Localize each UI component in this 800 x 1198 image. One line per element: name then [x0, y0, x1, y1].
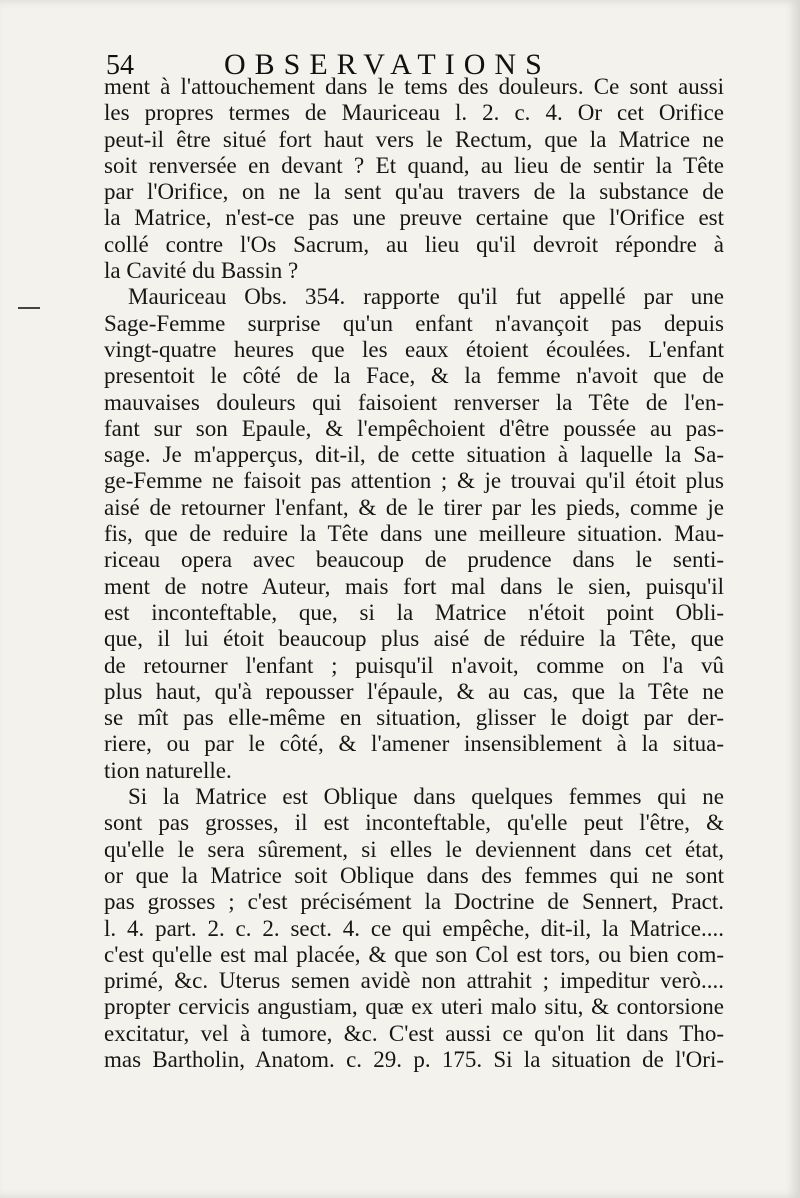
text-line: Mauriceau Obs. 354. rapporte qu'il fut appellé par une: [128, 284, 724, 310]
text-line: primé, &c. Uterus semen avidè non attrahit ; impeditur verò....: [104, 968, 724, 994]
text-line: pas grosses ; c'est précisément la Doctrine de Sennert, Pract.: [104, 889, 724, 915]
text-line: de retourner l'enfant ; puisqu'il n'avoit, comme on l'a vû: [104, 652, 724, 678]
text-line: la Matrice, n'est-ce pas une preuve certaine que l'Orifice est: [104, 205, 724, 231]
text-line: propter cervicis angustiam, quæ ex uteri malo situ, & contorsione: [104, 994, 724, 1020]
text-line: que, il lui étoit beaucoup plus aisé de réduire la Tête, que: [104, 626, 724, 652]
text-line: Si la Matrice est Oblique dans quelques femmes qui ne: [128, 784, 724, 810]
text-line: ment de notre Auteur, mais fort mal dans le sien, puisqu'il: [104, 573, 724, 599]
text-line: ge-Femme ne faisoit pas attention ; & je trouvai qu'il étoit plus: [104, 468, 724, 494]
text-line: la Cavité du Bassin ?: [104, 258, 299, 284]
text-line: les propres termes de Mauriceau l. 2. c. 4. Or cet Orifice: [104, 100, 724, 126]
text-line: peut-il être situé fort haut vers le Rectum, que la Matrice ne: [104, 126, 724, 152]
text-line: qu'elle le sera sûrement, si elles le deviennent dans cet état,: [104, 836, 724, 862]
paragraph-3: [104, 784, 724, 1073]
text-line: fis, que de reduire la Tête dans une meilleure situation. Mau-: [104, 521, 724, 547]
text-line: c'est qu'elle est mal placée, & que son Col est tors, ou bien com-: [104, 941, 724, 967]
text-line: l. 4. part. 2. c. 2. sect. 4. ce qui empêche, dit-il, la Matrice....: [104, 915, 724, 941]
text-line: mas Bartholin, Anatom. c. 29. p. 175. Si la situation de l'Ori-: [104, 1046, 724, 1072]
text-line: tion naturelle.: [104, 757, 232, 783]
text-line: riere, ou par le côté, & l'amener insensiblement à la situa-: [104, 731, 724, 757]
margin-mark: [18, 307, 40, 309]
text-line: riceau opera avec beaucoup de prudence dans le senti-: [104, 547, 724, 573]
text-line: se mît pas elle-même en situation, glisser le doigt par der-: [104, 705, 724, 731]
text-line: excitatur, vel à tumore, &c. C'est aussi ce qu'on lit dans Tho-: [104, 1020, 724, 1046]
text-line: presentoit le côté de la Face, & la femme n'avoit que de: [104, 363, 724, 389]
text-line: soit renversée en devant ? Et quand, au lieu de sentir la Tête: [104, 152, 724, 178]
body-text: [104, 74, 724, 1073]
paragraph-1: [104, 74, 724, 284]
text-line: sont pas grosses, il est inconteftable, qu'elle peut l'être, &: [104, 810, 724, 836]
text-line: vingt-quatre heures que les eaux étoient écoulées. L'enfant: [104, 336, 724, 362]
running-title: OBSERVATIONS: [224, 48, 551, 81]
text-line: fant sur son Epaule, & l'empêchoient d'être poussée au pas-: [104, 415, 724, 441]
text-line: or que la Matrice soit Oblique dans des femmes qui ne sont: [104, 862, 724, 888]
paragraph-2: [104, 284, 724, 784]
text-line: sage. Je m'apperçus, dit-il, de cette situation à laquelle la Sa-: [104, 442, 724, 468]
text-line: ment à l'attouchement dans le tems des douleurs. Ce sont aussi: [104, 74, 724, 99]
text-line: aisé de retourner l'enfant, & de le tirer par les pieds, comme je: [104, 494, 724, 520]
text-line: par l'Orifice, on ne la sent qu'au travers de la substance de: [104, 179, 724, 205]
text-line: mauvaises douleurs qui faisoient renverser la Tête de l'en-: [104, 389, 724, 415]
text-line: est inconteftable, que, si la Matrice n'étoit point Obli-: [104, 599, 724, 625]
page-number: 54: [106, 50, 134, 81]
text-line: plus haut, qu'à repousser l'épaule, & au cas, que la Tête ne: [104, 678, 724, 704]
text-line: Sage-Femme surprise qu'un enfant n'avançoit pas depuis: [104, 310, 724, 336]
text-line: collé contre l'Os Sacrum, au lieu qu'il devroit répondre à: [104, 231, 724, 257]
